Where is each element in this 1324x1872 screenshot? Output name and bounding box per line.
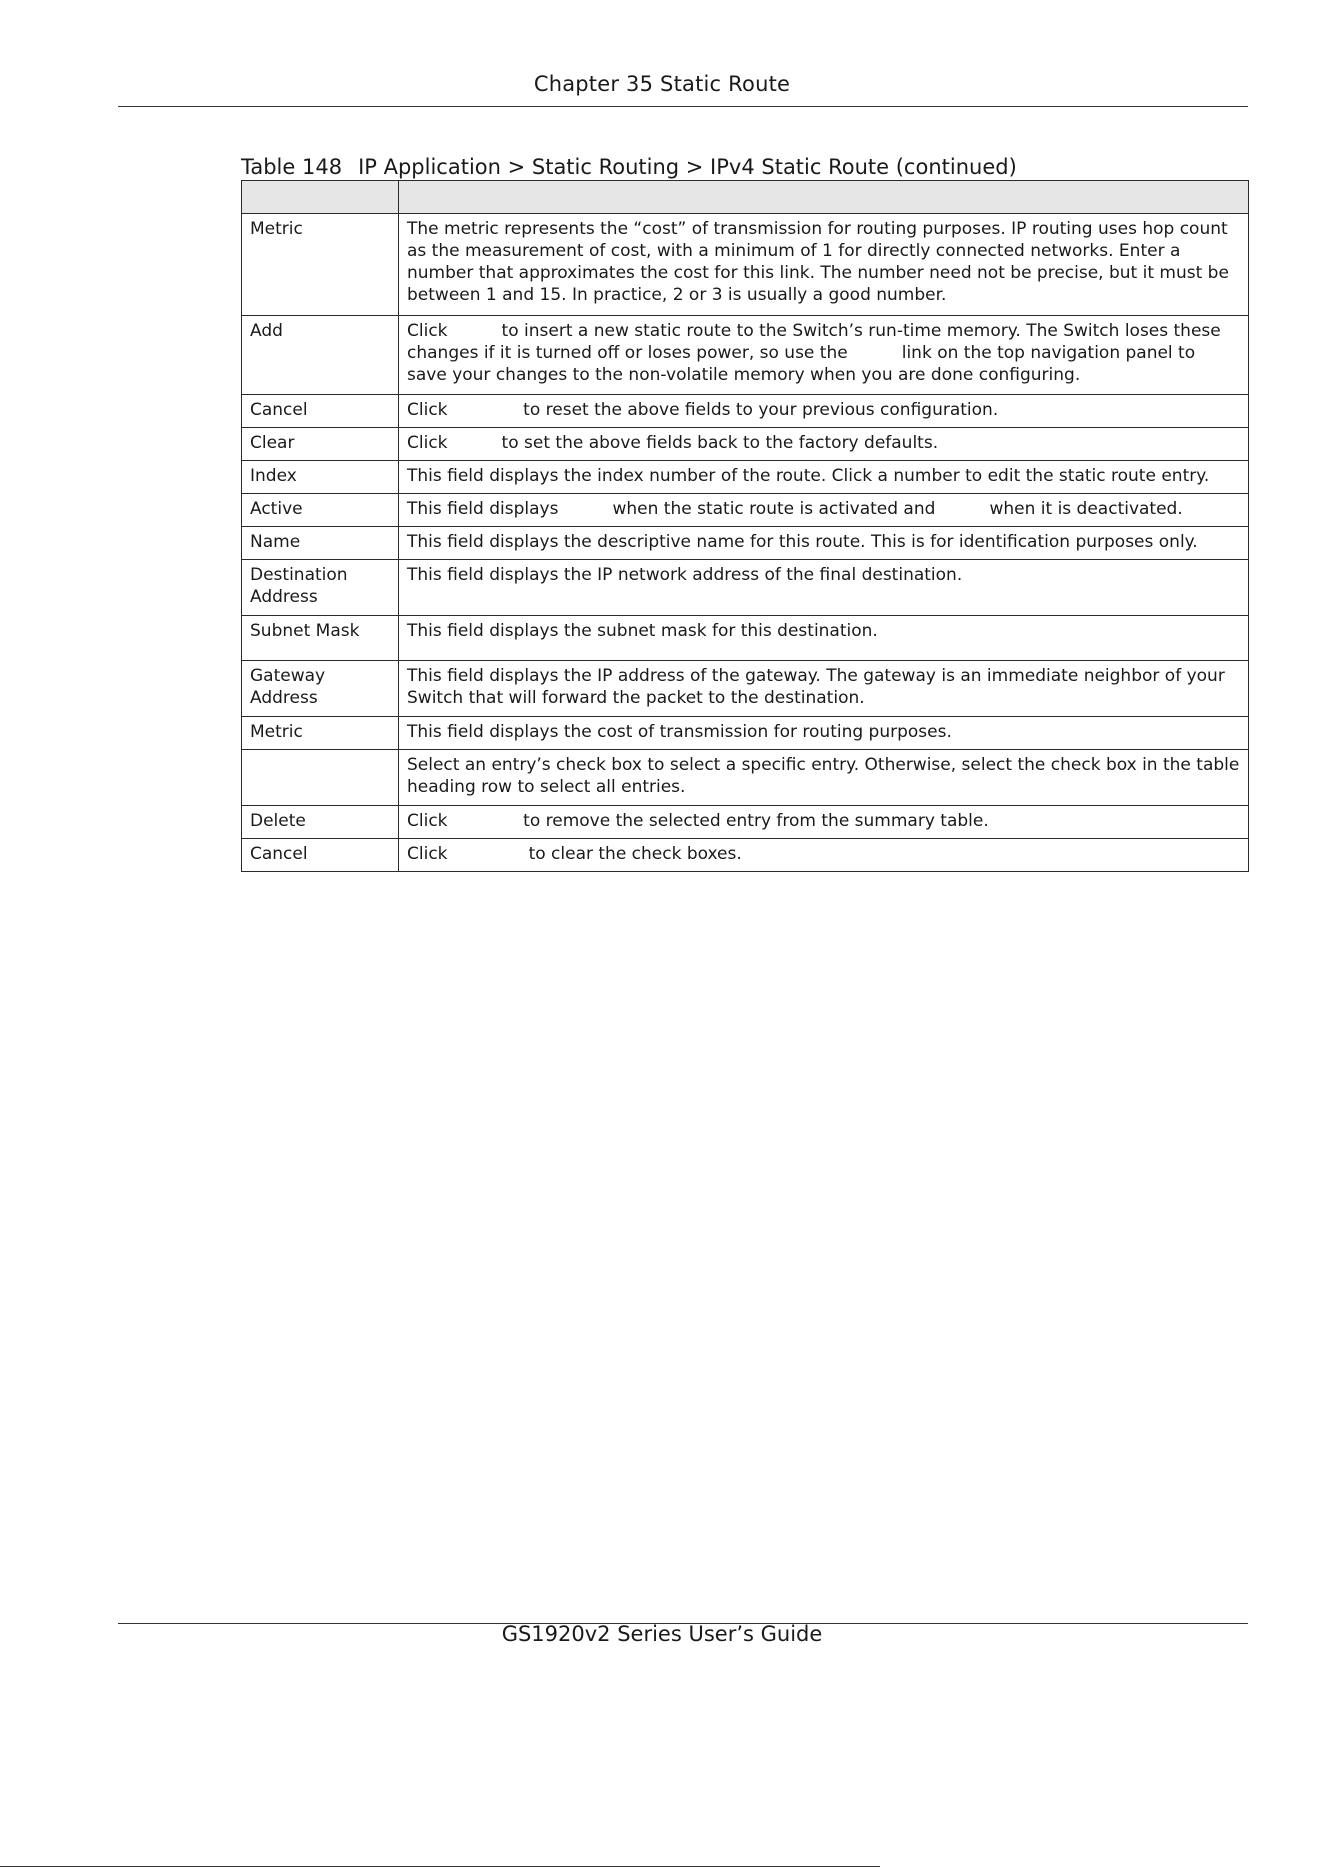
table-row bbox=[242, 750, 1249, 806]
row-label: Index bbox=[242, 461, 399, 494]
table-row bbox=[242, 428, 1249, 461]
table-header-row bbox=[242, 181, 1249, 214]
row-label: Metric bbox=[242, 214, 399, 316]
page-footer-title: GS1920v2 Series User’s Guide bbox=[501, 1622, 823, 1646]
row-label: Gateway Address bbox=[242, 661, 399, 717]
header-cell-description bbox=[399, 181, 1249, 214]
table-row bbox=[242, 461, 1249, 494]
table-caption bbox=[241, 155, 1017, 179]
row-description: The metric represents the “cost” of transmission for routing purposes. IP routing uses hop count as the measurement of cost, with a minimum of 1 for directly connected networks. Enter a number that approximates the cost for this link. The number need not be precise, but it must be between 1 and 15. In practice, 2 or 3 is usually a good number. bbox=[399, 214, 1249, 316]
row-description: Select an entry’s check box to select a specific entry. Otherwise, select the check box in the table heading row to select all entries. bbox=[399, 750, 1249, 806]
row-label bbox=[242, 750, 399, 806]
page-bottom-edge bbox=[0, 1866, 880, 1867]
row-description: This field displays the IP address of the gateway. The gateway is an immediate neighbor of your Switch that will forward the packet to the destination. bbox=[399, 661, 1249, 717]
row-description: This field displays the IP network address of the final destination. bbox=[399, 560, 1249, 616]
row-description: Click to set the above fields back to the factory defaults. bbox=[399, 428, 1249, 461]
row-label: Cancel bbox=[242, 395, 399, 428]
header-divider bbox=[118, 106, 1248, 107]
table-row bbox=[242, 806, 1249, 839]
table-row bbox=[242, 316, 1249, 395]
row-description: This field displays when the static route is activated and when it is deactivated. bbox=[399, 494, 1249, 527]
row-label: Name bbox=[242, 527, 399, 560]
page-header-title: Chapter 35 Static Route bbox=[533, 72, 791, 96]
row-label: Subnet Mask bbox=[242, 616, 399, 661]
row-description: This field displays the index number of the route. Click a number to edit the static route entry. bbox=[399, 461, 1249, 494]
table-row bbox=[242, 214, 1249, 316]
row-label: Add bbox=[242, 316, 399, 395]
table-row bbox=[242, 494, 1249, 527]
table-caption-number: Table 148 bbox=[241, 155, 343, 179]
row-description: This field displays the descriptive name for this route. This is for identification purposes only. bbox=[399, 527, 1249, 560]
row-label: Delete bbox=[242, 806, 399, 839]
table-row bbox=[242, 616, 1249, 661]
row-description: Click to remove the selected entry from the summary table. bbox=[399, 806, 1249, 839]
row-label: Metric bbox=[242, 717, 399, 750]
table-row bbox=[242, 395, 1249, 428]
field-description-table bbox=[241, 180, 1249, 872]
row-description: Click to insert a new static route to the Switch’s run-time memory. The Switch loses these changes if it is turned off or loses power, so use the link on the top navigation panel to save your changes to the non-volatile memory when you are done configuring. bbox=[399, 316, 1249, 395]
row-label: Clear bbox=[242, 428, 399, 461]
row-label: Active bbox=[242, 494, 399, 527]
table-row bbox=[242, 839, 1249, 872]
row-description: This field displays the cost of transmission for routing purposes. bbox=[399, 717, 1249, 750]
table-row bbox=[242, 560, 1249, 616]
row-label: Cancel bbox=[242, 839, 399, 872]
row-label: Destination Address bbox=[242, 560, 399, 616]
header-cell-label bbox=[242, 181, 399, 214]
row-description: Click to clear the check boxes. bbox=[399, 839, 1249, 872]
table-row bbox=[242, 527, 1249, 560]
row-description: Click to reset the above fields to your previous configuration. bbox=[399, 395, 1249, 428]
table-row bbox=[242, 717, 1249, 750]
table-caption-title: IP Application > Static Routing > IPv4 Static Route (continued) bbox=[358, 155, 1017, 179]
row-description: This field displays the subnet mask for this destination. bbox=[399, 616, 1249, 661]
table-row bbox=[242, 661, 1249, 717]
